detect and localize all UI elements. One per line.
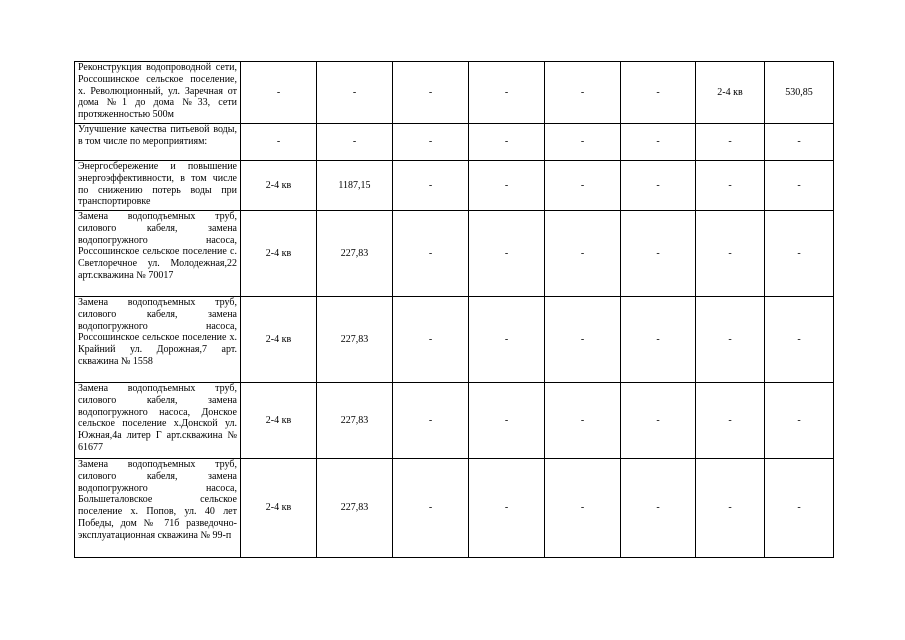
table-cell: -	[696, 211, 765, 297]
table-cell: -	[621, 161, 696, 211]
table-cell: -	[317, 62, 393, 124]
table-cell: -	[317, 124, 393, 161]
measure-description: Реконструкция водопроводной сети, Россошинское сельское поселение, х. Революционный, ул. Заречная от дома №1 до дома №33, сети протяженностью 500м	[75, 62, 241, 124]
measure-description: Энергосбережение и повышение энергоэффективности, в том числе по снижению потерь воды при транспортировке	[75, 161, 241, 211]
table-cell: -	[469, 161, 545, 211]
table-cell: -	[621, 383, 696, 459]
table-cell: 2-4 кв	[241, 459, 317, 558]
table-cell: 227,83	[317, 383, 393, 459]
table-cell: -	[545, 124, 621, 161]
table-cell: -	[621, 62, 696, 124]
table-cell: -	[469, 297, 545, 383]
table-cell: -	[545, 383, 621, 459]
table-cell: 2-4 кв	[241, 297, 317, 383]
table-cell: -	[765, 297, 834, 383]
table-cell: -	[393, 161, 469, 211]
table-row	[75, 161, 834, 211]
table-cell: -	[545, 161, 621, 211]
table-cell: -	[469, 124, 545, 161]
table-cell: -	[469, 211, 545, 297]
measure-description: Замена водоподъемных труб, силового кабеля, замена водопогружного насоса, Россошинское сельское поселение х. Крайний ул. Дорожная,7 арт. скважина № 1558	[75, 297, 241, 383]
table-cell: -	[545, 211, 621, 297]
table-cell: -	[469, 459, 545, 558]
table-cell: -	[621, 211, 696, 297]
table-cell: -	[765, 124, 834, 161]
table-cell: 227,83	[317, 211, 393, 297]
table-cell: -	[765, 459, 834, 558]
table-cell: -	[545, 459, 621, 558]
table-row	[75, 62, 834, 124]
table-cell: -	[696, 459, 765, 558]
table-cell: -	[241, 62, 317, 124]
measure-description: Улучшение качества питьевой воды, в том числе по мероприятиям:	[75, 124, 241, 161]
table-cell: -	[621, 124, 696, 161]
table-cell: 227,83	[317, 297, 393, 383]
table-cell: -	[621, 459, 696, 558]
table-cell: -	[545, 297, 621, 383]
table-cell: 2-4 кв	[241, 383, 317, 459]
table-cell: -	[696, 161, 765, 211]
measures-table	[74, 61, 834, 558]
table-row	[75, 297, 834, 383]
table-cell: 1187,15	[317, 161, 393, 211]
table-row	[75, 124, 834, 161]
table-cell: -	[393, 211, 469, 297]
table-row	[75, 459, 834, 558]
table-cell: -	[765, 383, 834, 459]
table-cell: -	[765, 211, 834, 297]
table-cell: -	[393, 62, 469, 124]
table-cell: -	[469, 62, 545, 124]
table-cell: -	[469, 383, 545, 459]
table-row	[75, 211, 834, 297]
table-cell: 2-4 кв	[241, 211, 317, 297]
table-cell: -	[393, 297, 469, 383]
table-cell: 227,83	[317, 459, 393, 558]
table-cell: -	[545, 62, 621, 124]
table-cell: -	[621, 297, 696, 383]
measure-description: Замена водоподъемных труб, силового кабеля, замена водопогружного насоса, Донское сельское поселение х.Донской ул. Южная,4а литер Г арт.скважина № 61677	[75, 383, 241, 459]
table-cell: -	[696, 383, 765, 459]
measure-description: Замена водоподъемных труб, силового кабеля, замена водопогружного насоса, Большеталовское сельское поселение х. Попов, ул. 40 лет Победы, дом № 71б разведочно-эксплуатационная скважина № 99-п	[75, 459, 241, 558]
table-cell: 2-4 кв	[696, 62, 765, 124]
table-cell: 530,85	[765, 62, 834, 124]
table-cell: -	[393, 383, 469, 459]
table-cell: -	[696, 124, 765, 161]
table-cell: -	[393, 124, 469, 161]
table-cell: -	[696, 297, 765, 383]
table-cell: 2-4 кв	[241, 161, 317, 211]
measure-description: Замена водоподъемных труб, силового кабеля, замена водопогружного насоса, Россошинское сельское поселение с. Светлоречное ул. Молодежная,22 арт.скважина № 70017	[75, 211, 241, 297]
table-cell: -	[393, 459, 469, 558]
table-cell: -	[241, 124, 317, 161]
table-cell: -	[765, 161, 834, 211]
table-row	[75, 383, 834, 459]
